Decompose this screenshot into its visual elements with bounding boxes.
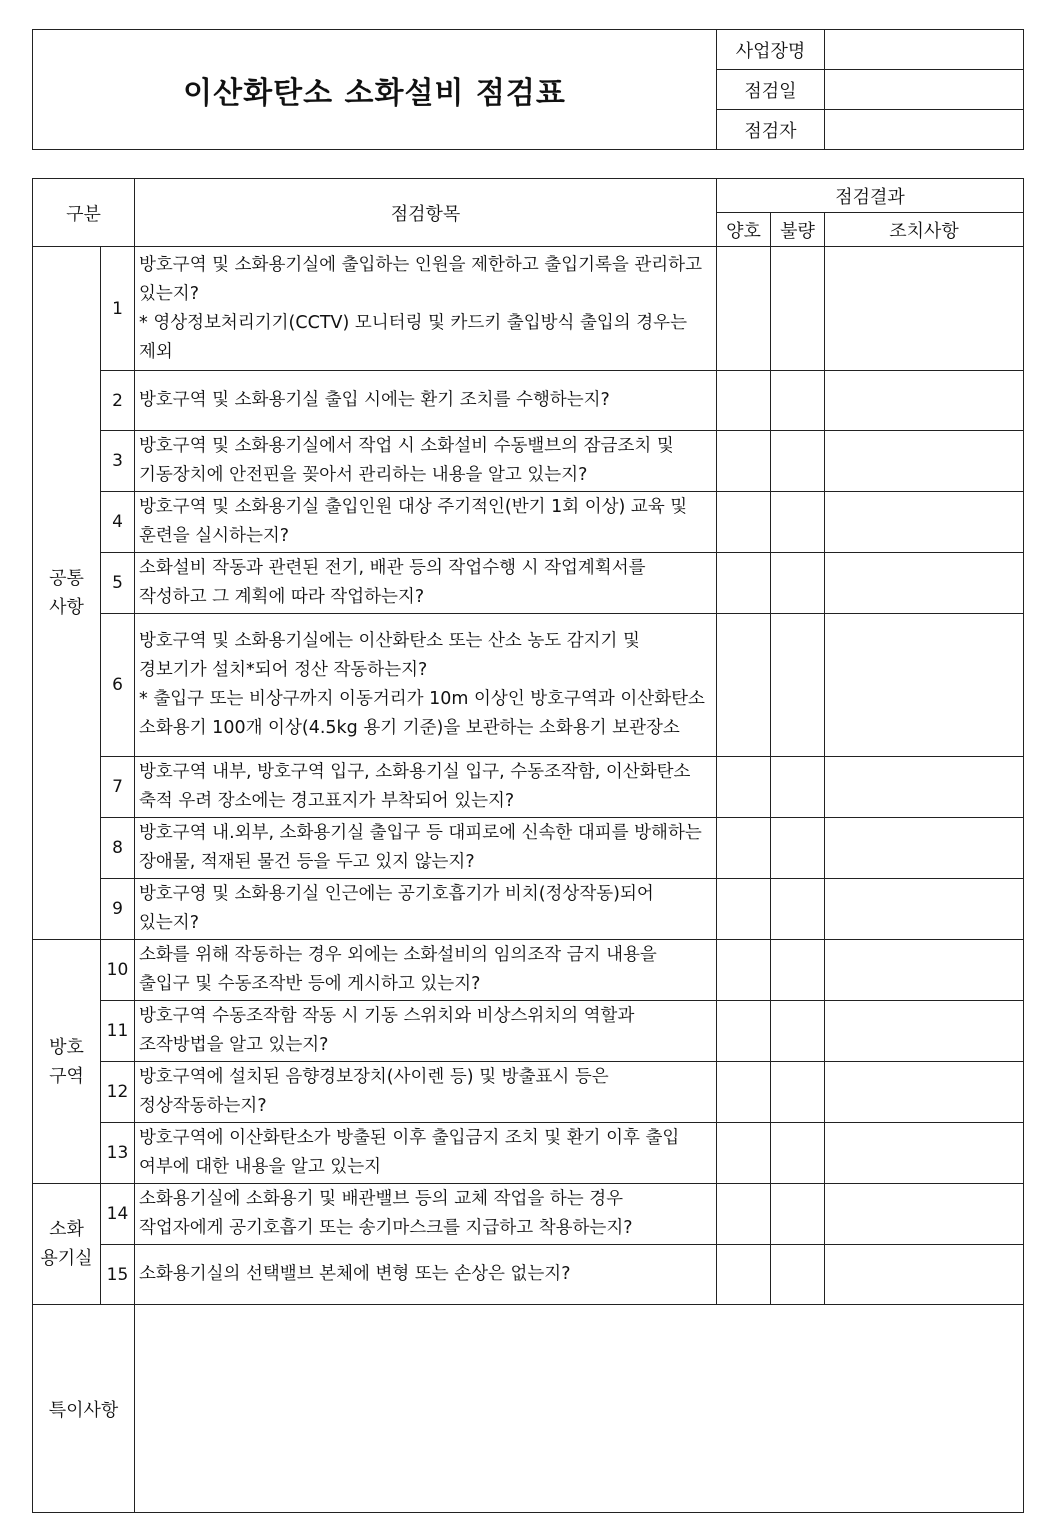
good-cell[interactable] xyxy=(717,1062,771,1123)
check-item: 방호구역 및 소화용기실 출입 시에는 환기 조치를 수행하는지? xyxy=(135,371,717,431)
header-table xyxy=(32,29,1024,150)
action-cell[interactable] xyxy=(825,1062,1024,1123)
group-common xyxy=(33,247,101,940)
good-cell[interactable] xyxy=(717,492,771,553)
good-cell[interactable] xyxy=(717,1123,771,1184)
good-cell[interactable] xyxy=(717,553,771,614)
bad-cell[interactable] xyxy=(771,1001,825,1062)
action-cell[interactable] xyxy=(825,1001,1024,1062)
good-cell[interactable] xyxy=(717,1001,771,1062)
action-header: 조치사항 xyxy=(825,213,1024,247)
bad-cell[interactable] xyxy=(771,553,825,614)
inspector-field[interactable] xyxy=(825,110,1024,150)
check-item: 방호구역 내부, 방호구역 입구, 소화용기실 입구, 수동조작함, 이산화탄소 축적 우려 장소에는 경고표지가 부착되어 있는지? xyxy=(135,757,717,818)
bad-cell[interactable] xyxy=(771,614,825,757)
action-cell[interactable] xyxy=(825,1245,1024,1305)
check-item: 방호구역에 설치된 음향경보장치(사이렌 등) 및 방출표시 등은 정상작동하는지? xyxy=(135,1062,717,1123)
action-cell[interactable] xyxy=(825,940,1024,1001)
bad-cell[interactable] xyxy=(771,1184,825,1245)
good-cell[interactable] xyxy=(717,879,771,940)
row-number: 12 xyxy=(101,1062,135,1123)
row-number: 6 xyxy=(101,614,135,757)
check-item: 소화를 위해 작동하는 경우 외에는 소화설비의 임의조작 금지 내용을 출입구 및 수동조작반 등에 게시하고 있는지? xyxy=(135,940,717,1001)
good-cell[interactable] xyxy=(717,818,771,879)
group-label: 방호 구역 xyxy=(49,1036,84,1087)
row-number: 13 xyxy=(101,1123,135,1184)
business-name-field[interactable] xyxy=(825,30,1024,70)
row-number: 14 xyxy=(101,1184,135,1245)
bad-cell[interactable] xyxy=(771,1062,825,1123)
group-label: 소화 용기실 xyxy=(40,1219,93,1269)
row-number: 8 xyxy=(101,818,135,879)
action-cell[interactable] xyxy=(825,553,1024,614)
action-cell[interactable] xyxy=(825,371,1024,431)
action-cell[interactable] xyxy=(825,247,1024,371)
check-item: 방호구역 내.외부, 소화용기실 출입구 등 대피로에 신속한 대피를 방해하는 장애물, 적재된 물건 등을 두고 있지 않는지? xyxy=(135,818,717,879)
page-title: 이산화탄소 소화설비 점검표 xyxy=(33,30,717,150)
row-number: 15 xyxy=(101,1245,135,1305)
check-item: 소화용기실에 소화용기 및 배관밸브 등의 교체 작업을 하는 경우 작업자에게 공기호흡기 또는 송기마스크를 지급하고 착용하는지? xyxy=(135,1184,717,1245)
row-number: 7 xyxy=(101,757,135,818)
good-cell[interactable] xyxy=(717,371,771,431)
bad-cell[interactable] xyxy=(771,818,825,879)
group-label: 공통 사항 xyxy=(49,568,84,618)
action-cell[interactable] xyxy=(825,757,1024,818)
check-item: 소화용기실의 선택밸브 본체에 변형 또는 손상은 없는지? xyxy=(135,1245,717,1305)
business-name-label: 사업장명 xyxy=(717,30,825,70)
check-item: 방호구역에 이산화탄소가 방출된 이후 출입금지 조치 및 환기 이후 출입 여부에 대한 내용을 알고 있는지 xyxy=(135,1123,717,1184)
bad-cell[interactable] xyxy=(771,247,825,371)
row-number: 9 xyxy=(101,879,135,940)
good-header: 양호 xyxy=(717,213,771,247)
good-cell[interactable] xyxy=(717,1184,771,1245)
check-item: 방호구영 및 소화용기실 인근에는 공기호흡기가 비치(정상작동)되어 있는지? xyxy=(135,879,717,940)
bad-cell[interactable] xyxy=(771,1123,825,1184)
group-protection-zone xyxy=(33,940,101,1184)
good-cell[interactable] xyxy=(717,614,771,757)
action-cell[interactable] xyxy=(825,1184,1024,1245)
bad-cell[interactable] xyxy=(771,371,825,431)
row-number: 4 xyxy=(101,492,135,553)
category-header: 구분 xyxy=(33,179,135,247)
result-header: 점검결과 xyxy=(717,179,1024,213)
good-cell[interactable] xyxy=(717,247,771,371)
inspection-date-field[interactable] xyxy=(825,70,1024,110)
item-header: 점검항목 xyxy=(135,179,717,247)
check-item: 방호구역 및 소화용기실 출입인원 대상 주기적인(반기 1회 이상) 교육 및 훈련을 실시하는지? xyxy=(135,492,717,553)
bad-cell[interactable] xyxy=(771,1245,825,1305)
check-item: 방호구역 및 소화용기실에서 작업 시 소화설비 수동밸브의 잠금조치 및 기동장치에 안전핀을 꽂아서 관리하는 내용을 알고 있는지? xyxy=(135,431,717,492)
group-cylinder-room xyxy=(33,1184,101,1305)
inspector-label: 점검자 xyxy=(717,110,825,150)
remarks-label: 특이사항 xyxy=(33,1305,135,1513)
good-cell[interactable] xyxy=(717,1245,771,1305)
good-cell[interactable] xyxy=(717,757,771,818)
remarks-field[interactable] xyxy=(135,1305,1024,1513)
action-cell[interactable] xyxy=(825,614,1024,757)
action-cell[interactable] xyxy=(825,431,1024,492)
row-number: 2 xyxy=(101,371,135,431)
bad-cell[interactable] xyxy=(771,940,825,1001)
row-number: 3 xyxy=(101,431,135,492)
bad-cell[interactable] xyxy=(771,431,825,492)
row-number: 1 xyxy=(101,247,135,371)
row-number: 11 xyxy=(101,1001,135,1062)
good-cell[interactable] xyxy=(717,431,771,492)
action-cell[interactable] xyxy=(825,492,1024,553)
inspection-date-label: 점검일 xyxy=(717,70,825,110)
bad-cell[interactable] xyxy=(771,492,825,553)
check-item: 방호구역 및 소화용기실에는 이산화탄소 또는 산소 농도 감지기 및 경보기가 설치*되어 정산 작동하는지? * 출입구 또는 비상구까지 이동거리가 10m 이상인 방호구역과 이산화탄소 소화용기 100개 이상(4.5kg 용기 기준)을 보관하는 소화용기 보관장소 xyxy=(135,614,717,757)
row-number: 5 xyxy=(101,553,135,614)
check-item: 방호구역 및 소화용기실에 출입하는 인원을 제한하고 출입기록을 관리하고 있는지? * 영상정보처리기기(CCTV) 모니터링 및 카드키 출입방식 출입의 경우는 제외 xyxy=(135,247,717,371)
checklist-table xyxy=(32,178,1024,1513)
good-cell[interactable] xyxy=(717,940,771,1001)
bad-cell[interactable] xyxy=(771,757,825,818)
bad-cell[interactable] xyxy=(771,879,825,940)
action-cell[interactable] xyxy=(825,1123,1024,1184)
action-cell[interactable] xyxy=(825,879,1024,940)
row-number: 10 xyxy=(101,940,135,1001)
action-cell[interactable] xyxy=(825,818,1024,879)
bad-header: 불량 xyxy=(771,213,825,247)
check-item: 방호구역 수동조작함 작동 시 기동 스위치와 비상스위치의 역할과 조작방법을 알고 있는지? xyxy=(135,1001,717,1062)
check-item: 소화설비 작동과 관련된 전기, 배관 등의 작업수행 시 작업계획서를 작성하고 그 계획에 따라 작업하는지? xyxy=(135,553,717,614)
